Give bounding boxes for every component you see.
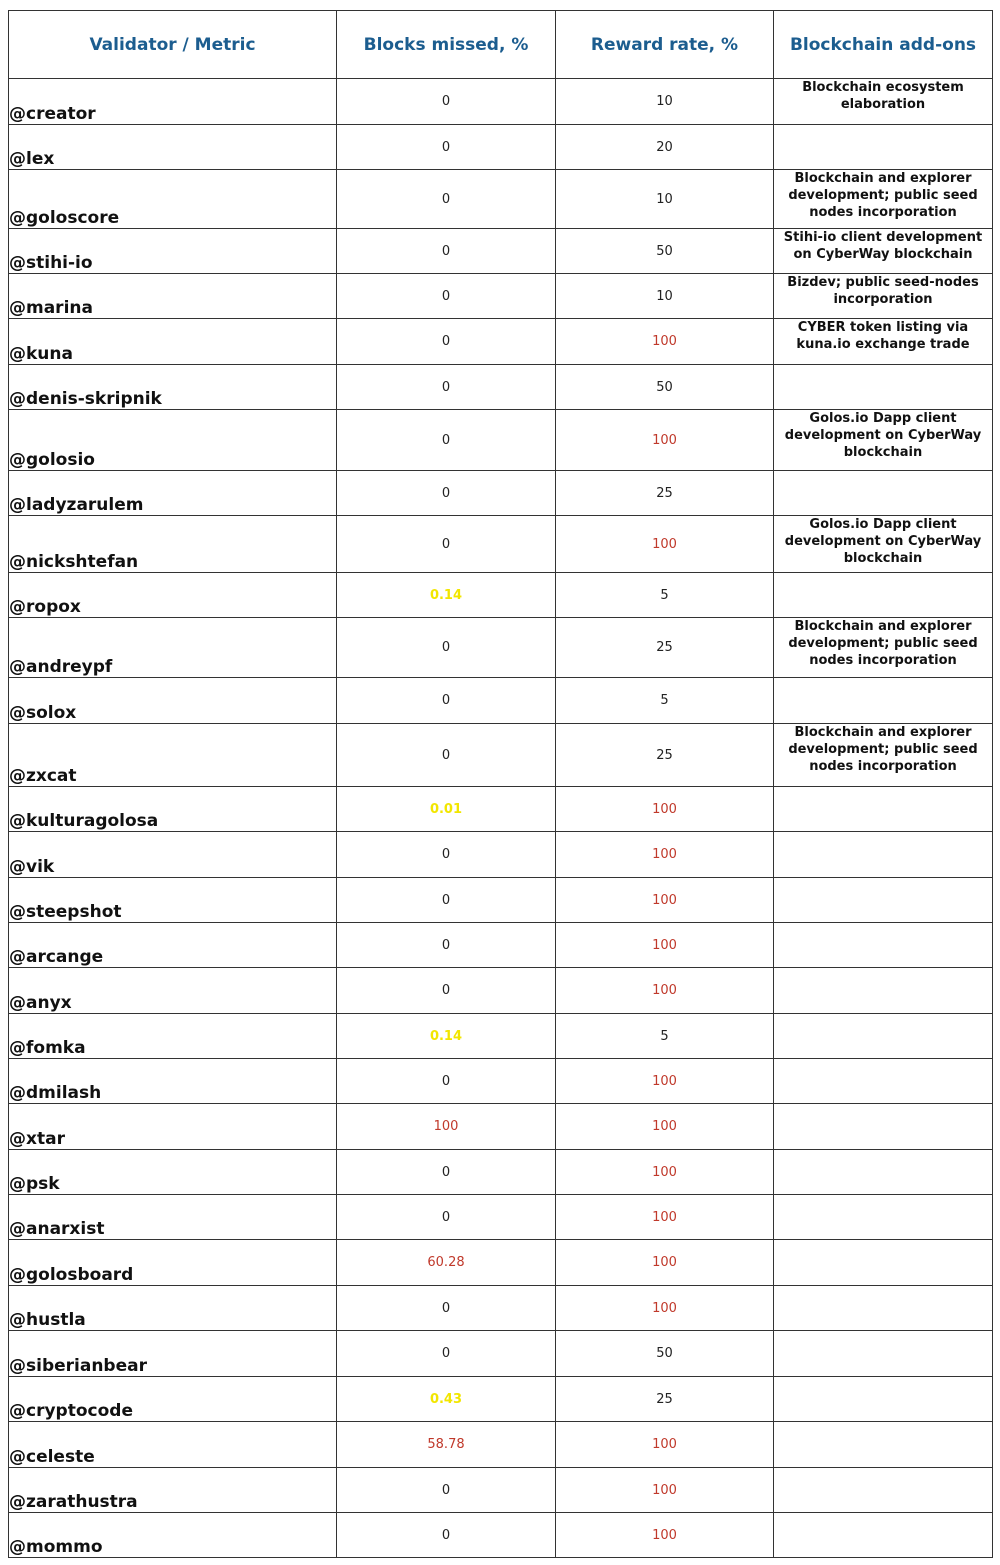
validator-name: @vik (9, 832, 337, 878)
reward-rate-value: 25 (556, 1377, 774, 1422)
addon-description (774, 923, 993, 968)
reward-rate-value: 20 (556, 125, 774, 170)
addon-description (774, 1059, 993, 1104)
validator-name: @denis-skripnik (9, 365, 337, 410)
blocks-missed-value: 0 (337, 1331, 556, 1377)
reward-rate-value: 100 (556, 1286, 774, 1331)
reward-rate-value: 25 (556, 471, 774, 516)
addon-description: Blockchain and explorer development; public seed nodes incorporation (774, 170, 993, 229)
table-row (9, 573, 993, 618)
validator-name: @nickshtefan (9, 516, 337, 573)
addon-description (774, 678, 993, 724)
blocks-missed-value: 60.28 (337, 1240, 556, 1286)
validator-name: @steepshot (9, 878, 337, 923)
addon-description (774, 968, 993, 1014)
addon-description: Stihi-io client development on CyberWay blockchain (774, 229, 993, 274)
reward-rate-value: 5 (556, 678, 774, 724)
blocks-missed-value: 0 (337, 968, 556, 1014)
table-row (9, 1331, 993, 1377)
blocks-missed-value: 0 (337, 471, 556, 516)
validator-name: @creator (9, 79, 337, 125)
header-addons: Blockchain add-ons (774, 11, 993, 79)
table-row (9, 1059, 993, 1104)
validator-name: @solox (9, 678, 337, 724)
blocks-missed-value: 0.01 (337, 787, 556, 832)
validator-name: @psk (9, 1150, 337, 1195)
validator-name: @hustla (9, 1286, 337, 1331)
blocks-missed-value: 0 (337, 724, 556, 787)
reward-rate-value: 100 (556, 319, 774, 365)
validator-name: @zxcat (9, 724, 337, 787)
reward-rate-value: 10 (556, 79, 774, 125)
reward-rate-value: 10 (556, 274, 774, 319)
reward-rate-value: 50 (556, 1331, 774, 1377)
table-row (9, 170, 993, 229)
reward-rate-value: 100 (556, 1059, 774, 1104)
addon-description (774, 573, 993, 618)
header-row (9, 11, 993, 79)
blocks-missed-value: 0 (337, 79, 556, 125)
blocks-missed-value: 0 (337, 878, 556, 923)
addon-description (774, 125, 993, 170)
table-row (9, 923, 993, 968)
table-row (9, 319, 993, 365)
addon-description (774, 365, 993, 410)
blocks-missed-value: 0 (337, 618, 556, 678)
addon-description (774, 471, 993, 516)
blocks-missed-value: 100 (337, 1104, 556, 1150)
blocks-missed-value: 0 (337, 1059, 556, 1104)
table-row (9, 410, 993, 471)
validator-name: @goloscore (9, 170, 337, 229)
addon-description: Golos.io Dapp client development on CyberWay blockchain (774, 516, 993, 573)
validator-name: @stihi-io (9, 229, 337, 274)
reward-rate-value: 100 (556, 1513, 774, 1558)
validator-name: @marina (9, 274, 337, 319)
blocks-missed-value: 0 (337, 1195, 556, 1240)
table-row (9, 618, 993, 678)
addon-description (774, 1513, 993, 1558)
blocks-missed-value: 0.14 (337, 573, 556, 618)
table-row (9, 1377, 993, 1422)
addon-description: Blockchain and explorer development; public seed nodes incorporation (774, 724, 993, 787)
table-row (9, 678, 993, 724)
table-row (9, 878, 993, 923)
table-row (9, 125, 993, 170)
addon-description: CYBER token listing via kuna.io exchange trade (774, 319, 993, 365)
validator-name: @golosio (9, 410, 337, 471)
validator-name: @arcange (9, 923, 337, 968)
addon-description (774, 787, 993, 832)
validator-name: @mommo (9, 1513, 337, 1558)
blocks-missed-value: 0 (337, 923, 556, 968)
table-row (9, 274, 993, 319)
blocks-missed-value: 0 (337, 1150, 556, 1195)
table-row (9, 1468, 993, 1513)
reward-rate-value: 100 (556, 878, 774, 923)
blocks-missed-value: 0 (337, 319, 556, 365)
reward-rate-value: 100 (556, 832, 774, 878)
validator-name: @kuna (9, 319, 337, 365)
validator-name: @ropox (9, 573, 337, 618)
validator-name: @siberianbear (9, 1331, 337, 1377)
validator-name: @ladyzarulem (9, 471, 337, 516)
table-row (9, 1195, 993, 1240)
reward-rate-value: 100 (556, 1468, 774, 1513)
table-row (9, 1286, 993, 1331)
addon-description (774, 1195, 993, 1240)
table-row (9, 79, 993, 125)
table-row (9, 1240, 993, 1286)
table-row (9, 1513, 993, 1558)
blocks-missed-value: 0 (337, 170, 556, 229)
blocks-missed-value: 0 (337, 516, 556, 573)
validator-name: @celeste (9, 1422, 337, 1468)
addon-description (774, 1422, 993, 1468)
table-row (9, 787, 993, 832)
reward-rate-value: 100 (556, 1104, 774, 1150)
table-row (9, 471, 993, 516)
addon-description (774, 1331, 993, 1377)
addon-description (774, 1468, 993, 1513)
validator-name: @dmilash (9, 1059, 337, 1104)
blocks-missed-value: 0 (337, 274, 556, 319)
addon-description (774, 1104, 993, 1150)
table-row (9, 968, 993, 1014)
table-row (9, 1104, 993, 1150)
header-validator: Validator / Metric (9, 11, 337, 79)
table-row (9, 724, 993, 787)
validator-name: @xtar (9, 1104, 337, 1150)
table-row (9, 1150, 993, 1195)
table-body (9, 79, 993, 1558)
addon-description (774, 1240, 993, 1286)
blocks-missed-value: 0 (337, 410, 556, 471)
table-row (9, 516, 993, 573)
reward-rate-value: 25 (556, 618, 774, 678)
blocks-missed-value: 0 (337, 229, 556, 274)
blocks-missed-value: 0 (337, 1468, 556, 1513)
reward-rate-value: 100 (556, 1150, 774, 1195)
reward-rate-value: 5 (556, 573, 774, 618)
table-row (9, 832, 993, 878)
reward-rate-value: 100 (556, 968, 774, 1014)
validator-name: @lex (9, 125, 337, 170)
blocks-missed-value: 0 (337, 832, 556, 878)
reward-rate-value: 100 (556, 787, 774, 832)
reward-rate-value: 100 (556, 1422, 774, 1468)
addon-description: Blockchain ecosystem elaboration (774, 79, 993, 125)
addon-description (774, 1014, 993, 1059)
reward-rate-value: 50 (556, 365, 774, 410)
reward-rate-value: 5 (556, 1014, 774, 1059)
blocks-missed-value: 0 (337, 365, 556, 410)
reward-rate-value: 50 (556, 229, 774, 274)
table-row (9, 1014, 993, 1059)
blocks-missed-value: 0 (337, 1286, 556, 1331)
validator-name: @zarathustra (9, 1468, 337, 1513)
reward-rate-value: 100 (556, 1240, 774, 1286)
validator-name: @anarxist (9, 1195, 337, 1240)
addon-description (774, 1150, 993, 1195)
reward-rate-value: 100 (556, 410, 774, 471)
validator-name: @kulturagolosa (9, 787, 337, 832)
addon-description: Bizdev; public seed-nodes incorporation (774, 274, 993, 319)
addon-description: Golos.io Dapp client development on CyberWay blockchain (774, 410, 993, 471)
blocks-missed-value: 0 (337, 678, 556, 724)
blocks-missed-value: 0.14 (337, 1014, 556, 1059)
validator-name: @cryptocode (9, 1377, 337, 1422)
header-blocks-missed: Blocks missed, % (337, 11, 556, 79)
reward-rate-value: 25 (556, 724, 774, 787)
blocks-missed-value: 0 (337, 125, 556, 170)
validator-name: @golosboard (9, 1240, 337, 1286)
table-row (9, 1422, 993, 1468)
reward-rate-value: 10 (556, 170, 774, 229)
reward-rate-value: 100 (556, 923, 774, 968)
blocks-missed-value: 0.43 (337, 1377, 556, 1422)
validator-name: @anyx (9, 968, 337, 1014)
addon-description: Blockchain and explorer development; public seed nodes incorporation (774, 618, 993, 678)
reward-rate-value: 100 (556, 1195, 774, 1240)
blocks-missed-value: 58.78 (337, 1422, 556, 1468)
addon-description (774, 832, 993, 878)
validator-name: @fomka (9, 1014, 337, 1059)
addon-description (774, 878, 993, 923)
reward-rate-value: 100 (556, 516, 774, 573)
blocks-missed-value: 0 (337, 1513, 556, 1558)
table-row (9, 229, 993, 274)
validator-name: @andreypf (9, 618, 337, 678)
validator-table (8, 10, 993, 1558)
table-row (9, 365, 993, 410)
header-reward-rate: Reward rate, % (556, 11, 774, 79)
addon-description (774, 1377, 993, 1422)
addon-description (774, 1286, 993, 1331)
